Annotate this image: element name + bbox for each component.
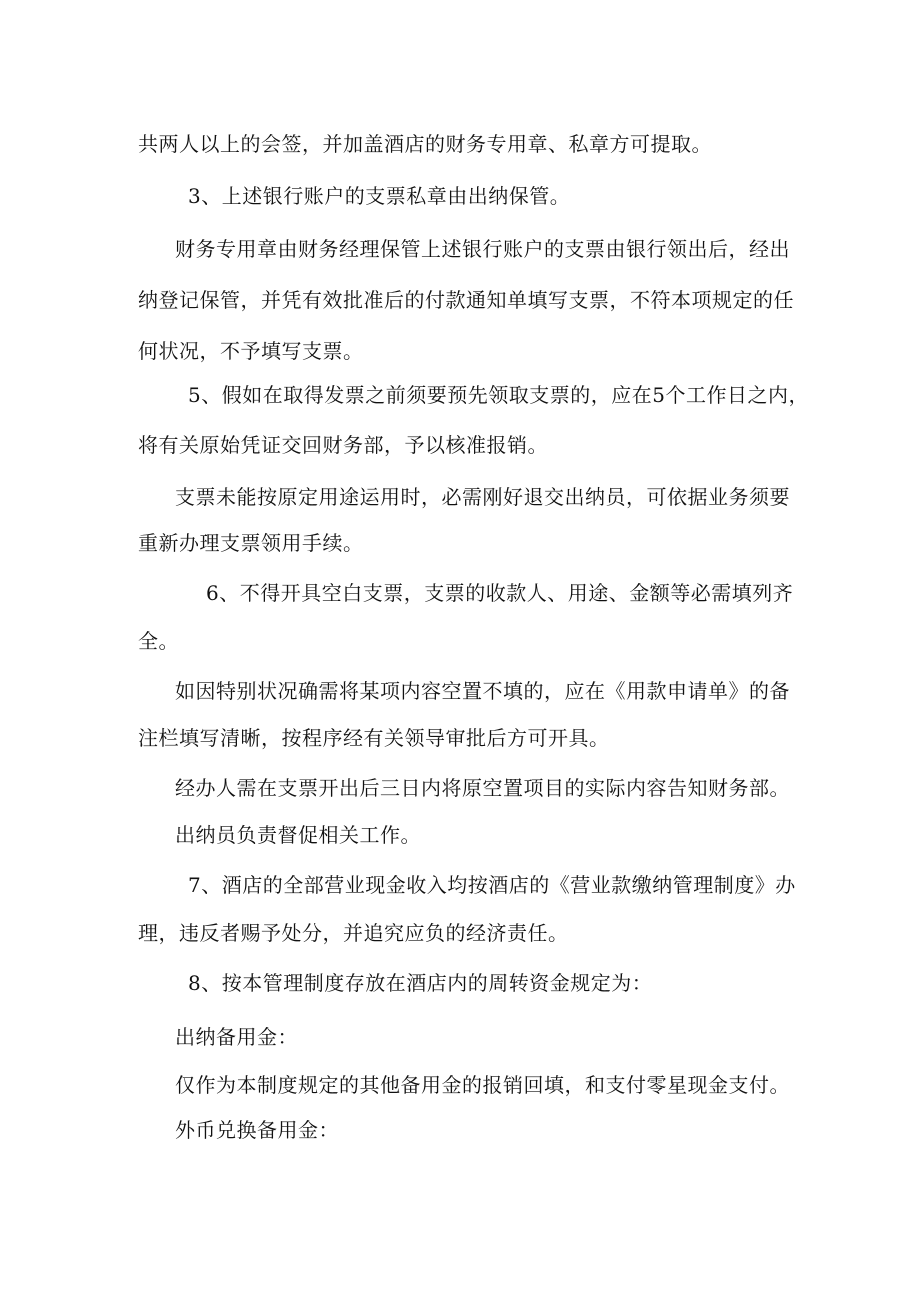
text-line-21: 外币兑换备用金：	[175, 1118, 339, 1142]
text-line-1: 共两人以上的会签，并加盖酒店的财务专用章、私章方可提取。	[138, 132, 712, 156]
text-line-16: 7、酒店的全部营业现金收入均按酒店的《营业款缴纳管理制度》办	[188, 873, 796, 897]
text-line-8: 支票未能按原定用途运用时，必需刚好退交出纳员，可依据业务须要	[175, 485, 790, 509]
text-line-11: 全。	[138, 629, 179, 653]
text-line-10: 6、不得开具空白支票，支票的收款人、用途、金额等必需填列齐	[206, 581, 794, 605]
text-line-7: 将有关原始凭证交回财务部，予以核准报销。	[138, 433, 548, 457]
text-line-18: 8、按本管理制度存放在酒店内的周转资金规定为：	[188, 971, 653, 995]
text-line-12: 如因特别状况确需将某项内容空置不填的，应在《用款申请单》的备	[175, 679, 790, 703]
text-line-19: 出纳备用金：	[175, 1025, 298, 1049]
text-line-13: 注栏填写清晰，按程序经有关领导审批后方可开具。	[138, 726, 610, 750]
text-line-20: 仅作为本制度规定的其他备用金的报销回填，和支付零星现金支付。	[175, 1073, 790, 1097]
text-line-17: 理，违反者赐予处分，并追究应负的经济责任。	[138, 921, 569, 945]
text-line-4: 纳登记保管，并凭有效批准后的付款通知单填写支票，不符本项规定的任	[138, 288, 794, 312]
text-line-5: 何状况，不予填写支票。	[138, 339, 364, 363]
text-line-6: 5、假如在取得发票之前须要预先领取支票的，应在5个工作日之内，	[188, 383, 809, 407]
text-line-15: 出纳员负责督促相关工作。	[175, 823, 421, 847]
text-line-9: 重新办理支票领用手续。	[138, 531, 364, 555]
text-line-14: 经办人需在支票开出后三日内将原空置项目的实际内容告知财务部。	[175, 776, 790, 800]
text-line-2: 3、上述银行账户的支票私章由出纳保管。	[188, 184, 571, 208]
text-line-3: 财务专用章由财务经理保管上述银行账户的支票由银行领出后，经出	[175, 237, 790, 261]
